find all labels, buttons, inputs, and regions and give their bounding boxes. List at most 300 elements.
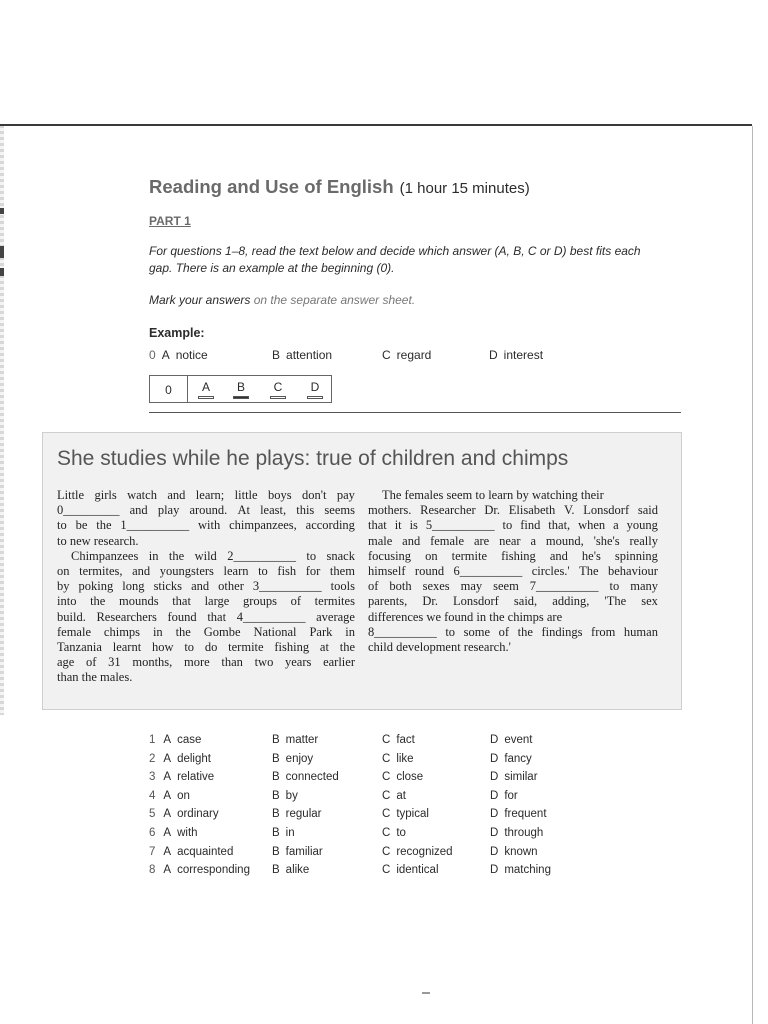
text-word: them: [329, 564, 355, 579]
option-text: recognized: [396, 845, 453, 858]
title-duration: (1 hour 15 minutes): [399, 180, 530, 197]
text-word: termite: [451, 548, 488, 563]
text-word: of: [368, 579, 379, 594]
text-word: chimps: [103, 624, 141, 639]
text-word: fish: [277, 564, 297, 579]
option-a: [149, 827, 198, 839]
text-word: and: [549, 548, 568, 563]
section-rule: [149, 412, 681, 413]
option-letter: B: [272, 845, 280, 858]
option-c: [382, 864, 439, 876]
option-b: [272, 771, 339, 783]
option-letter: B: [272, 752, 280, 765]
edge-mark: [0, 246, 4, 258]
text-word: girls: [94, 488, 117, 502]
text-word: on: [57, 564, 70, 579]
text-word: fishing: [501, 548, 536, 563]
text-word: said,: [513, 594, 538, 609]
text-word: to: [445, 624, 456, 639]
option-c: [382, 846, 453, 858]
text-word: Elisabeth: [508, 503, 556, 518]
text-word: snack: [326, 548, 355, 563]
option-b: [272, 808, 321, 820]
option-letter: D: [490, 789, 499, 802]
answer-box-bubble-d: [307, 396, 323, 399]
option-b: [272, 846, 323, 858]
text-word: around.: [189, 503, 228, 518]
text-word: learn;: [195, 488, 225, 502]
text-line: [57, 579, 355, 594]
reading-text-right-column: [368, 488, 658, 655]
option-letter: A: [161, 348, 170, 362]
text-word: National: [253, 624, 297, 639]
option-a: [149, 734, 201, 746]
text-word: Chimpanzees: [71, 548, 139, 563]
text-word: of: [290, 594, 302, 609]
text-word: 8__________: [368, 624, 437, 639]
text-line: [57, 549, 355, 564]
text-line: [57, 488, 355, 503]
option-text: at: [396, 789, 406, 802]
text-word: Dr.: [422, 594, 438, 609]
text-word: this: [296, 503, 315, 518]
option-letter: C: [382, 827, 391, 839]
text-word: tools: [330, 579, 355, 594]
text-word: mound,: [545, 533, 584, 548]
text-word: learnt: [112, 640, 142, 655]
option-letter: C: [382, 808, 391, 821]
text-word: from: [591, 624, 616, 639]
text-line: [57, 640, 355, 655]
option-letter: B: [272, 734, 280, 746]
option-text: identical: [396, 864, 439, 877]
edge-mark: [0, 268, 4, 276]
text-word: to: [306, 548, 317, 563]
option-letter: A: [163, 845, 172, 858]
option-letter: D: [490, 752, 499, 765]
text-word: that: [172, 594, 191, 609]
text-word: sticks: [153, 579, 183, 594]
text-word: of: [86, 655, 97, 670]
text-word: the: [517, 624, 533, 639]
text-word: in: [345, 624, 355, 639]
example-number: 0: [149, 348, 156, 362]
text-word: poking: [78, 579, 114, 594]
option-text: relative: [177, 771, 215, 784]
text-word: seems: [324, 503, 355, 518]
text-word: sex: [641, 594, 658, 609]
example-option-a: [149, 348, 208, 362]
option-text: attention: [286, 348, 333, 362]
option-d: [490, 771, 538, 783]
text-word: on: [425, 548, 438, 563]
text-word: other: [218, 579, 244, 594]
title-main: Reading and Use of English: [149, 176, 394, 197]
option-text: notice: [175, 348, 208, 362]
option-letter: C: [382, 864, 391, 877]
text-word: months,: [132, 655, 173, 670]
page-top-rule: [0, 124, 752, 126]
option-c: [382, 827, 406, 839]
text-line: [57, 655, 355, 670]
option-a: [149, 771, 214, 783]
option-letter: A: [163, 789, 172, 802]
reading-text-title: She studies while he plays: true of children and chimps: [57, 447, 569, 470]
text-line: [57, 594, 355, 609]
text-word: the: [96, 518, 112, 533]
option-text: corresponding: [177, 864, 250, 877]
text-word: of: [498, 624, 510, 639]
text-word: 0_________: [57, 503, 120, 518]
text-line: [57, 534, 355, 549]
instructions: For questions 1–8, read the text below and decide which answer (A, B, C or D) best fits each gap. There is an example at the beginning (0).: [149, 244, 641, 275]
question-number: 2: [149, 752, 156, 765]
text-word: earlier: [323, 655, 355, 670]
option-letter: C: [382, 734, 391, 746]
answer-box-bubble-b: [233, 396, 249, 399]
option-letter: C: [382, 845, 391, 858]
text-word: human: [623, 624, 658, 639]
option-text: typical: [396, 808, 429, 821]
text-word: V.: [564, 503, 575, 518]
text-word: parents,: [368, 594, 408, 609]
text-word: the: [339, 640, 355, 655]
option-text: ordinary: [177, 808, 219, 821]
text-word: least,: [260, 503, 287, 518]
option-letter: A: [163, 808, 172, 821]
text-word: at: [319, 640, 329, 655]
text-word: sexes: [422, 579, 450, 594]
text-word: learn: [223, 564, 249, 579]
text-word: circles.': [531, 564, 570, 579]
text-word: At: [237, 503, 250, 518]
example-option-c: [382, 348, 431, 362]
text-word: and: [132, 564, 151, 579]
text-word: may: [460, 579, 483, 594]
text-word: play: [157, 503, 180, 518]
option-text: regular: [285, 808, 322, 821]
text-word: Lonsdorf: [583, 503, 630, 518]
option-text: through: [504, 827, 544, 839]
option-c: [382, 771, 423, 783]
text-word: 7__________: [529, 579, 599, 594]
text-word: termites: [314, 594, 355, 609]
text-word: Researchers: [96, 609, 157, 624]
text-word: Gombe: [203, 624, 241, 639]
edge-mark: [0, 208, 4, 214]
text-word: to: [184, 640, 195, 655]
option-letter: C: [382, 752, 391, 765]
reading-text-panel: [42, 432, 682, 710]
option-text: connected: [285, 771, 339, 784]
option-text: interest: [503, 348, 544, 362]
text-word: with: [198, 518, 221, 533]
text-line: [368, 564, 658, 579]
answer-box-bubble-c: [270, 396, 286, 399]
text-word: pay: [336, 488, 355, 502]
mark-answers-suffix: on the separate answer sheet.: [250, 293, 416, 307]
text-word: how: [152, 640, 174, 655]
option-d: [490, 864, 551, 876]
text-word: really: [629, 533, 658, 548]
option-letter: A: [163, 771, 172, 784]
text-word: both: [389, 579, 412, 594]
text-word: long: [122, 579, 145, 594]
option-letter: A: [163, 864, 172, 877]
option-text: alike: [285, 864, 310, 877]
option-text: frequent: [504, 808, 547, 821]
option-text: to: [396, 827, 406, 839]
option-c: [382, 734, 415, 746]
text-word: round: [414, 564, 445, 579]
text-word: many: [630, 579, 658, 594]
text-word: he's: [581, 548, 601, 563]
text-word: more: [183, 655, 210, 670]
text-word: to: [609, 579, 620, 594]
text-word: don't: [301, 488, 327, 502]
text-word: to: [502, 518, 513, 533]
text-word: average: [316, 609, 355, 624]
text-word: Tanzania: [57, 640, 102, 655]
text-word: in: [148, 548, 159, 563]
text-word: focusing: [368, 548, 412, 563]
text-word: 31: [108, 655, 121, 670]
option-text: delight: [177, 752, 211, 765]
text-word: mounds: [118, 594, 159, 609]
text-word: it: [394, 518, 402, 533]
text-word: are: [473, 533, 490, 548]
text-line: [368, 488, 658, 503]
text-word: for: [305, 564, 321, 579]
option-text: event: [504, 734, 533, 746]
text-word: wild: [194, 548, 217, 563]
option-letter: C: [382, 789, 391, 802]
text-word: and: [129, 503, 148, 518]
option-letter: A: [163, 752, 172, 765]
text-word: seem: [493, 579, 519, 594]
question-number: 4: [149, 789, 156, 802]
option-c: [382, 790, 406, 802]
text-word: some: [463, 624, 491, 639]
text-word: the: [90, 594, 106, 609]
option-a: [149, 753, 211, 765]
option-text: matter: [285, 734, 319, 746]
option-letter: D: [490, 771, 499, 784]
text-word: 5__________: [425, 518, 495, 533]
text-line: [368, 549, 658, 564]
option-d: [490, 846, 538, 858]
option-text: similar: [504, 771, 538, 784]
option-b: [272, 827, 295, 839]
text-word: 'The: [604, 594, 627, 609]
text-word: two: [254, 655, 274, 670]
text-word: chimpanzees,: [229, 518, 297, 533]
text-line: [368, 625, 658, 640]
text-word: than: [221, 655, 243, 670]
scan-mark: [422, 992, 430, 994]
text-word: young: [626, 518, 658, 533]
option-a: [149, 790, 190, 802]
option-letter: D: [490, 827, 499, 839]
option-a: [149, 846, 233, 858]
option-text: matching: [504, 864, 551, 877]
text-word: behaviour: [607, 564, 658, 579]
option-letter: A: [163, 827, 172, 839]
text-line: [57, 503, 355, 518]
text-word: near: [499, 533, 521, 548]
option-text: on: [177, 789, 190, 802]
text-line: [57, 564, 355, 579]
option-letter: B: [272, 864, 280, 877]
option-text: familiar: [285, 845, 323, 858]
text-word: is: [409, 518, 418, 533]
option-d: [490, 790, 518, 802]
text-word: child development research.': [368, 640, 511, 655]
text-word: termite: [228, 640, 264, 655]
text-line: [368, 579, 658, 594]
text-word: 6__________: [453, 564, 523, 579]
text-line: [368, 640, 658, 655]
text-word: years: [285, 655, 312, 670]
option-d: [490, 753, 532, 765]
text-line: [57, 518, 355, 533]
text-word: The: [579, 564, 599, 579]
text-word: male: [368, 533, 393, 548]
option-text: fancy: [504, 752, 532, 765]
text-word: and: [191, 579, 210, 594]
option-text: close: [396, 771, 424, 784]
example-label: Example:: [149, 326, 205, 340]
option-letter: B: [272, 789, 280, 802]
option-letter: D: [490, 734, 499, 746]
text-word: the: [168, 548, 185, 563]
text-word: the: [175, 624, 191, 639]
answer-box-letter-a: A: [201, 380, 210, 394]
text-word: a: [530, 533, 537, 548]
text-line: [57, 610, 355, 625]
text-word: Researcher: [420, 503, 476, 518]
option-b: [272, 753, 313, 765]
text-word: female: [430, 533, 465, 548]
text-word: himself: [368, 564, 406, 579]
answer-box-letter-d: D: [310, 380, 320, 394]
text-word: build.: [57, 609, 86, 624]
option-letter: C: [382, 348, 391, 362]
text-word: Lonsdorf: [453, 594, 499, 609]
option-letter: D: [490, 808, 499, 821]
text-word: that: [207, 609, 227, 624]
option-letter: D: [490, 864, 499, 877]
text-word: Dr.: [484, 503, 501, 518]
option-letter: A: [163, 734, 172, 746]
text-word: little: [234, 488, 258, 502]
option-text: acquainted: [177, 845, 234, 858]
text-word: termites,: [79, 564, 123, 579]
text-word: that: [368, 518, 387, 533]
option-d: [490, 808, 547, 820]
answer-box-number: 0: [150, 376, 188, 402]
option-c: [382, 808, 429, 820]
option-letter: B: [272, 827, 280, 839]
page-title: [149, 176, 530, 198]
text-word: into: [57, 594, 77, 609]
question-number: 6: [149, 827, 156, 839]
text-word: to: [258, 564, 268, 579]
option-a: [149, 864, 250, 876]
option-text: case: [177, 734, 202, 746]
text-word: a: [613, 518, 619, 533]
question-number: 8: [149, 864, 156, 877]
text-word: Little: [57, 488, 85, 502]
text-word: than the males.: [57, 670, 133, 685]
option-letter: C: [382, 771, 391, 784]
answer-box-letter-b: B: [236, 380, 245, 394]
option-letter: B: [272, 808, 280, 821]
option-text: regard: [396, 348, 432, 362]
text-word: findings: [541, 624, 583, 639]
text-word: said: [637, 503, 658, 518]
reading-text-left-column: [57, 488, 355, 686]
text-word: Park: [309, 624, 333, 639]
option-text: in: [285, 827, 295, 839]
text-word: youngsters: [159, 564, 214, 579]
option-b: [272, 790, 298, 802]
option-d: [490, 734, 532, 746]
example-option-d: [489, 348, 543, 362]
text-word: female: [57, 624, 92, 639]
text-word: find: [520, 518, 541, 533]
text-word: 1__________: [120, 518, 190, 533]
option-text: fact: [396, 734, 415, 746]
part-label: PART 1: [149, 214, 191, 228]
text-line: [57, 670, 355, 685]
text-line: [368, 518, 658, 533]
text-word: 3__________: [252, 579, 322, 594]
text-word: 'she's: [593, 533, 620, 548]
text-word: age: [57, 655, 75, 670]
text-word: watch: [127, 488, 157, 502]
option-a: [149, 808, 219, 820]
text-line: [368, 610, 658, 625]
option-d: [490, 827, 543, 839]
question-number: 3: [149, 771, 156, 784]
option-text: like: [396, 752, 414, 765]
text-word: mothers.: [368, 503, 412, 518]
page-right-rule: [752, 126, 753, 1024]
text-word: do: [204, 640, 218, 655]
text-word: be: [75, 518, 88, 533]
text-word: found: [167, 609, 197, 624]
mark-answers-prefix: Mark your answers: [149, 293, 251, 307]
text-word: large: [204, 594, 230, 609]
text-word: differences we found in the chimps are: [368, 609, 563, 624]
text-word: boys: [267, 488, 292, 502]
text-word: and: [402, 533, 421, 548]
text-line: [57, 625, 355, 640]
question-number: 7: [149, 845, 156, 858]
answer-box-bubble-a: [198, 396, 214, 399]
mark-answers-line: [149, 293, 415, 307]
answer-box-letter-c: C: [273, 380, 283, 394]
option-letter: B: [272, 771, 280, 784]
text-word: spinning: [614, 548, 658, 563]
example-option-b: [272, 348, 332, 362]
option-c: [382, 753, 414, 765]
text-word: to: [57, 518, 67, 533]
example-answer-box: [149, 375, 332, 403]
option-text: by: [285, 789, 298, 802]
text-word: 4__________: [236, 609, 306, 624]
